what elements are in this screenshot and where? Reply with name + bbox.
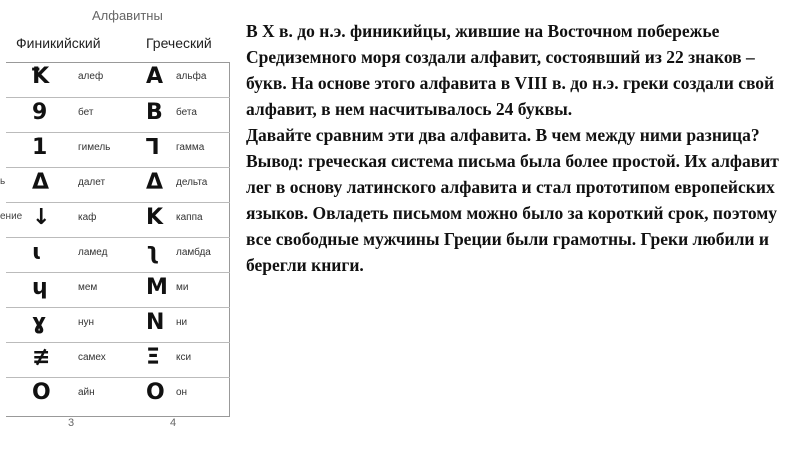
table-row [6, 97, 230, 133]
phoenician-letter: ɣ [32, 310, 47, 335]
paragraph-intro: В X в. до н.э. финикийцы, жившие на Восточном побережье Средиземного моря создали алфавит, состоявший из 22 знаков – букв. На основе этого алфавита в VIII в. до н.э. греки создали свой алфавит, в нем насчитывалось 24 буквы. [246, 21, 775, 119]
phoenician-letter-name: мем [78, 282, 98, 293]
phoenician-letter: ↓ [32, 205, 51, 230]
phoenician-letter-name: ламед [78, 247, 108, 258]
phoenician-letter-name: далет [78, 177, 106, 188]
paragraph-question: Давайте сравним эти два алфавита. В чем между ними разница? [246, 125, 760, 145]
greek-letter-name: гамма [176, 142, 205, 153]
table-row [6, 62, 230, 97]
greek-letter: K [146, 205, 164, 230]
table-row [0, 167, 230, 203]
phoenician-letter-name: бет [78, 107, 94, 118]
greek-letter-name: дельта [176, 177, 208, 188]
greek-letter: Δ [146, 170, 164, 195]
phoenician-letter-name: каф [78, 212, 97, 223]
table-row [6, 132, 230, 168]
phoenician-letter: ɩ [32, 240, 42, 265]
alphabet-figure [0, 0, 240, 450]
greek-letter: ʅ [146, 240, 160, 265]
greek-letter-name: ни [176, 317, 188, 328]
greek-letter: ꓶ [146, 135, 159, 160]
greek-header: Греческий [146, 35, 212, 51]
phoenician-letter-name: гимель [78, 142, 111, 153]
phoenician-letter: ≢ [32, 345, 51, 370]
phoenician-letter: O [32, 380, 51, 405]
phoenician-letter: Ꝁ [32, 64, 47, 89]
greek-letter: A [146, 64, 164, 89]
greek-letter-name: ми [176, 282, 189, 293]
greek-letter: M [146, 275, 168, 300]
phoenician-letter: 9 [32, 100, 48, 125]
table-row [6, 307, 230, 343]
column-number-left: 3 [68, 417, 75, 429]
phoenician-letter-name: самех [78, 352, 106, 363]
table-row [6, 237, 230, 273]
phoenician-letter: Δ [32, 170, 50, 195]
greek-letter-name: он [176, 387, 188, 398]
greek-letter-name: каппа [176, 212, 203, 223]
phoenician-letter-name: нун [78, 317, 95, 328]
greek-letter: O [146, 380, 165, 405]
figure-title: Алфавитны [92, 8, 163, 23]
cut-off-label: ение [0, 211, 23, 222]
greek-letter-name: ламбда [176, 247, 211, 258]
phoenician-letter-name: алеф [78, 71, 104, 82]
slide-text [246, 18, 794, 278]
cut-off-label: ь [0, 176, 6, 187]
greek-letter: N [146, 310, 165, 335]
table-row [6, 342, 230, 378]
table-row [0, 202, 230, 238]
paragraph-conclusion: Вывод: греческая система письма была более простой. Их алфавит лег в основу латинского алфавита и стал прототипом европейских языков. Овладеть письмом можно было за короткий срок, поэтому все свободные мужчины Греции были грамотны. Греки любили и берегли книги. [246, 151, 779, 275]
greek-letter: B [146, 100, 163, 125]
table-row [6, 272, 230, 308]
table-row [6, 377, 230, 413]
column-number-right: 4 [170, 417, 177, 429]
phoenician-header: Финикийский [16, 35, 101, 51]
greek-letter-name: кси [176, 352, 192, 363]
phoenician-letter: ɥ [32, 275, 48, 300]
greek-letter-name: альфа [176, 71, 207, 82]
greek-letter: Ξ [146, 345, 160, 370]
greek-letter-name: бета [176, 107, 197, 118]
phoenician-letter: 1 [32, 135, 48, 160]
phoenician-letter-name: айн [78, 387, 95, 398]
